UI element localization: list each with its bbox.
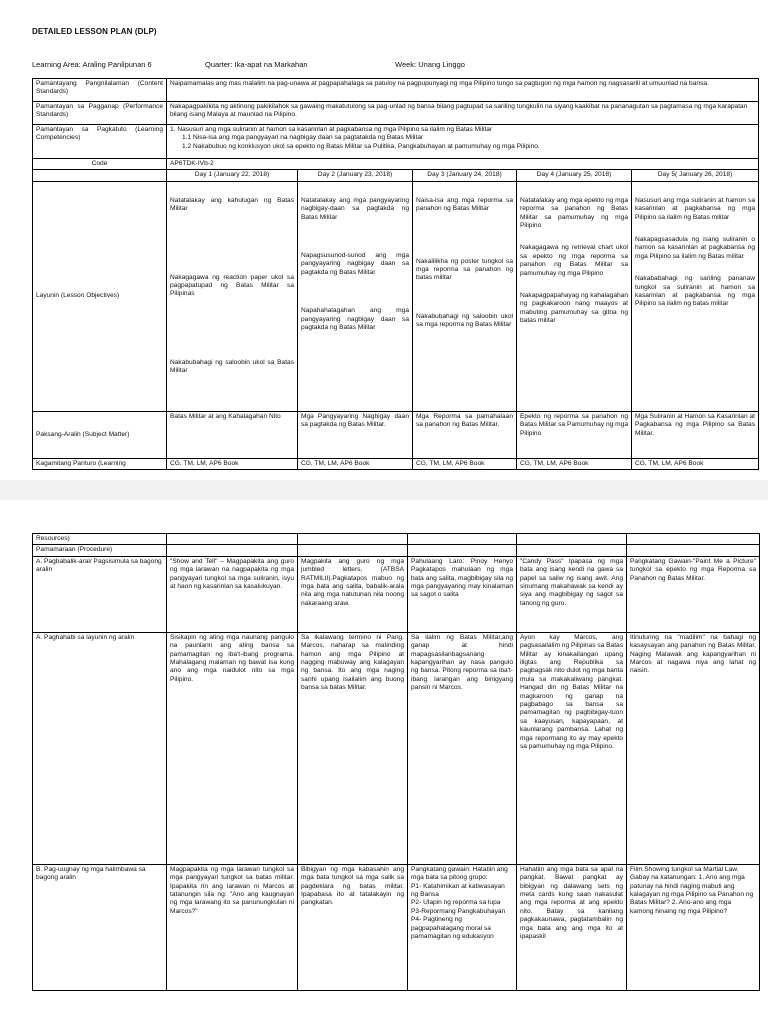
- day-2-review: Magpakita ang guro ng mga jumbled letters, (ATBSA RATMILII).Pagkatapos mabuo ng mga bata ang salita, babalik-arala nila ang mga natutunan nila noong nakaraang araw.: [298, 556, 408, 632]
- day-1-materials: CG, TM, LM, AP6 Book: [167, 458, 298, 469]
- day-4-objective-2: Nakagagawa ng retrieval chart ukol sa epekto ng mga reporma sa panahon ng Batas Militar sa pamumuhay ng mga Pilipino: [520, 244, 628, 277]
- day-4-examples: Hahatiin ang mga bata sa apat na pangkat. Bawat pangkat ay bibigyan ng dalawang sets ng meta cards kung saan nakasulat ang mga reporma at ang epekto nito. Batay sa kanilang pagkakaunawa, pagtatambalin ng mga bata ang ang mga ito at ipapaskil: [517, 864, 627, 990]
- day-3-objectives: [413, 181, 517, 411]
- day-1-review: "Show and Tell" – Magpapakita ang guro ng mga larawan na nagpapakita ng mga pangyayari tungkol sa mga suliranin, isyu at haon ng kasarinlan sa kasalukuyan.: [167, 556, 298, 632]
- content-standards-row: [33, 79, 759, 102]
- day-4-objective-1: Natatalakay ang mga epekto ng mga reporma sa panahon ng Batas Militar sa pamumuhay ng mga Pilipino: [520, 196, 628, 230]
- day-4-review: "Candy Pass" Ipapasa ng mga bata ang isang kendi na gawa sa papel sa saliw ng isang awit. Ang sinumang makahawak sa kendi ay siya ang magbibigay ng sagot sa tanong ng guro.: [517, 556, 627, 632]
- day-2-motivation: Sa ikalawang termino ni Pang. Marcos, naharap sa matinding hamon ang mga Pilipino at nagging mabuway ang kalagayan ng bansa. Ito ang mga naging sanhi upang isailalim ang buong bansa sa batas Militar.: [298, 632, 408, 864]
- objectives-row: [33, 181, 759, 411]
- day-1-header: Day 1 (January 22, 2018): [167, 170, 298, 181]
- day-5-materials: CG, TM, LM, AP6 Book: [632, 458, 759, 469]
- content-standards-text: Naipamamalas ang mas malalim na pag-unawa at pagpapahalaga sa patuloy na pagpupunyagi ng mga Pilipino tungo sa pagtugon ng mga hamon ng nagsasarili at umuunlad na bansa.: [167, 79, 759, 102]
- performance-standards-row: [33, 102, 759, 125]
- subject-matter-row: [33, 411, 759, 458]
- day-2-examples: Bibigyan ng mga kabasahin ang mga bata tungkol sa mga salik sa pagdeklara ng batas militar. Ipapabasa ito at tatalakayin ng pangkatan.: [298, 864, 408, 990]
- day-3-objective-2: Nakalilikha ng poster tungkol sa mga reporma sa panahon ng batas militar: [416, 257, 513, 282]
- resources-row: [33, 534, 760, 545]
- motivation-row: [33, 632, 760, 864]
- day-3-objective-3: Nakabubahagi ng saloobin ukol sa mga reporma ng Batas Militar: [416, 312, 513, 329]
- day-3-group-1: P1- Katahimikan at katiwasayan ng Bansa: [411, 882, 505, 899]
- competencies-text: [167, 125, 759, 159]
- day-4-subject: Epekto ng reporma sa panahon ng Batas Militar sa Pamumuhay ng mga Pilipino: [517, 411, 632, 458]
- lesson-plan-table-2: [32, 533, 760, 991]
- competency-line-2: 1.1 Nisa-isa ang mga pangyayari na nagbigay daan sa pagtatakda ng Batas Militar: [182, 134, 424, 142]
- code-row: [33, 159, 759, 170]
- page-1: [0, 0, 768, 480]
- day-4-materials: CG, TM, LM, AP6 Book: [517, 458, 632, 469]
- subject-matter-label: Paksang-Aralin (Subject Matter): [33, 411, 167, 458]
- day-4-header: Day 4 (January 25, 2018): [517, 170, 632, 181]
- procedure-row: [33, 545, 760, 556]
- day-3-objective-1: Naisa-isa ang mga reporma sa panahon ng Batas Militar: [416, 196, 513, 213]
- day-4-motivation: Ayon kay Marcos, ang pagsasailalim ng Pilipinas sa Batas Militar ay kinakailangan upang iligtas ang Republika sa pagbagsak nito dulot ng mga banta mula sa makakaliwang pangkat. Hangad din ng Batas Militar na magkaroon ng ganap na pagbabago sa bansa sa pamamagitan ng pagbibigay-tuon sa kaayusan, kapayapaan, at kaunlarang pambansa. Lahat ng mga repormang ito ay may epekto sa pamumuhay ng mga Pilipino.: [517, 632, 627, 864]
- day-3-review: Pahulaang Laro: Pinoy Henyo Pagkatapos mahulaan ng mga bata ang salita, magbibigay sila ng mga pangyayaring may kinalaman sa sagot o salita: [408, 556, 517, 632]
- day-5-objectives: [632, 181, 759, 411]
- day-5-subject: Mga Suliranin at Hamon sa Kasarinlan at Pagkabansa ng mga Pilipino sa Batas Militar.: [632, 411, 759, 458]
- motivation-label: A. Paghahabi sa layunin ng aralin: [33, 632, 167, 864]
- materials-label: Kagamitang Panturo (Learning: [33, 458, 167, 469]
- day-2-header: Day 2 (January 23, 2018): [298, 170, 413, 181]
- day-1-objectives: [167, 181, 298, 411]
- day-2-objectives: [298, 181, 413, 411]
- page-2: [0, 500, 768, 1024]
- performance-standards-label: Pamantayan sa Pagganap (Performance Standards): [33, 102, 167, 125]
- day-2-materials: CG, TM, LM, AP6 Book: [298, 458, 413, 469]
- day-3-subject: Mga Reporma sa pamahalaan sa panahon ng Batas Militar.: [413, 411, 517, 458]
- day-1-objective-3: Nakabubahagi ng saloobin ukol sa Batas Militar: [170, 358, 294, 375]
- procedure-label: Pamamaraan (Procedure): [33, 545, 167, 556]
- document-title: DETAILED LESSON PLAN (DLP): [32, 27, 157, 36]
- day-3-materials: CG, TM, LM, AP6 Book: [413, 458, 517, 469]
- competency-line-3: 1.2 Nakabubuo ng konklusyon ukol sa epekto ng Batas Militar sa Pulitika, Pangkabuhayan at pamumuhay ng mga Pilipino.: [182, 142, 540, 150]
- examples-row: [33, 864, 760, 990]
- day-4-objective-3: Nakapagpapahayag ng kahalagahan ng pagkakaroon nang maayos at mabuting pamumuhay sa gitna ng batas militar: [520, 292, 628, 325]
- day-5-objective-3: Nakababahagi ng sariling pananaw tungkol sa suliranin at hamon sa kasarinlan at pagkabansa ng mga Pilipino sa ilalim ng batas militar: [635, 275, 755, 308]
- objectives-label: Layunin (Lesson Objectives): [33, 181, 167, 411]
- lesson-plan-table-1: [32, 78, 759, 470]
- day-2-objective-3: Napahahalagahan ang mga pangyayaring nagbigay daan sa pagtakda ng Batas Militar: [301, 307, 409, 332]
- day-3-motivation: Sa ilalim ng Batas Militar,ang ganap at hindi mapagsasilanbagsanang kapangyarihan ay nasa pangulo ng bansa. Pitong reporma sa iba't-ibang larangan ang binigyang pansin ni Marcos.: [408, 632, 517, 864]
- day-4-objectives: [517, 181, 632, 411]
- learning-area: Learning Area: Araling Panlipunan 6: [32, 60, 152, 69]
- review-label: A. Pagbabalik-aral/ Pagsisimula sa bagong aralin: [33, 556, 167, 632]
- review-row: [33, 556, 760, 632]
- materials-row: [33, 458, 759, 469]
- day-3-group-3: P3-Repormang Pangkabuhayan: [411, 907, 506, 915]
- examples-label: B. Pag-uugnay ng mga halimbawa sa bagong aralin: [33, 864, 167, 990]
- content-standards-label: Pamantayang Pangnilalaman (Content Standards): [33, 79, 167, 102]
- code-value: AP6TDK-IVb-2: [167, 159, 759, 170]
- day-3-header: Day 3 (January 24, 2018): [413, 170, 517, 181]
- day-5-objective-1: Nasusuri ang mga suliranin at hamon sa kasarinlan at pagkabansa ng mga Pilipino sa ilalim ng Batas militar: [635, 196, 755, 221]
- day-1-objective-1: Natatalakay ang kahulugan ng Batas Militar: [170, 196, 294, 213]
- day-5-review: Pangkatang Gawain-"Paint Me a Picture" tungkol sa epekto ng mga Reporma sa Panahon ng Batas Militar.: [627, 556, 760, 632]
- competencies-row: [33, 125, 759, 159]
- performance-standards-text: Nakapagpakikita ng aktinong pakikilahok sa gawaing makatutulong sa pag-unlad ng bansa bilang pagtupad sa sariling tungkulin na siyang kaakibat na pananagutan sa pagtamasa ng mga karapatan bilang isang Malaya at maunlad na Pilipino.: [167, 102, 759, 125]
- code-label: Code: [33, 159, 167, 170]
- page-gap: [0, 480, 768, 500]
- resources-label: Resources): [33, 534, 167, 545]
- day-2-objective-1: Natatalakay ang mga pangyayaring nagbigay-daan sa pagtakda ng Batas Militar: [301, 196, 409, 221]
- day-1-objective-2: Nakagagawa ng reaction paper ukol sa pagpapatupad ng Batas Militar sa Pilipinas: [170, 273, 294, 298]
- day-header-blank: [33, 170, 167, 181]
- quarter: Quarter: Ika-apat na Markahan: [205, 60, 308, 69]
- competency-line-1: 1. Nasusuri ang mga suliranin at hamon sa kasarinlan at pagkabansa ng mga Pilipino sa ilalim ng Batas Militar: [170, 126, 493, 133]
- competencies-label: Pamantayan sa Pagkatuto (Learning Competencies): [33, 125, 167, 159]
- day-1-subject: Batas Militar at ang Kahalagahan Nito: [167, 411, 298, 458]
- day-1-examples: Magpapakita ng mga larawan tungkol sa mga pangyayari tungkol sa batas militar. Ipapakita rin ang larawan ni Marcos at tatanungin sila ng: "Ano ang kaugnayan ng mga larawang ito sa panunungkulan ni Marcos?": [167, 864, 298, 990]
- day-3-group-intro: Pangkatang gawain: Hatatiin ang mga bata sa pitong grupo:: [411, 865, 508, 882]
- week: Week: Unang Linggo: [395, 60, 465, 69]
- day-2-subject: Mga Pangyayaring Nagbigay daan sa pagtakda ng Batas Militar.: [298, 411, 413, 458]
- day-1-motivation: Sisikapin ng ating mga naunang pangulo na paunlarin ang ating bansa sa pamamagitan ng iba't-ibang programa. Mahalagang malaman ng bawat isa kung ano ang mga naidulot nito sa mga Pilipino.: [167, 632, 298, 864]
- day-5-examples: Film Showing tungkol sa Martial Law. Gabay na katanungan: 1. Ano ang mga patunay na hindi naging mabuti ang kalagayan ng mga Pilipino sa Panahon ng Batas Militar? 2. Ano-ano ang mga kamong hinaing ng mga Pilipino?: [627, 864, 760, 990]
- day-3-group-2: P2- Ulapin ng reporma sa lupa: [411, 899, 501, 907]
- day-3-group-4: P4- Pagtineng ng pagpapahalagang moral sa pamamagitan ng edukasyon: [411, 916, 494, 941]
- day-2-objective-2: Napagsusunod-sunod ang mga pangyayaring nagbigay daan sa pagtakda ng Batas Militar: [301, 252, 409, 276]
- day-header-row: [33, 170, 759, 181]
- day-5-motivation: Itinuturing na "madilim" na bahagi ng kasaysayan ang panahon ng Batas Militar. Naging Malawak ang kapangyarihan ni Marcos at nagawa niya ang lahat ng naisin.: [627, 632, 760, 864]
- day-5-objective-2: Nakapagsasadula ng isang suliranin o hamon sa kasarinlan at pagkabansa ng mga Pilipino sa ilalim ng Batas militar: [635, 236, 755, 260]
- day-5-header: Day 5( January 26, 2018): [632, 170, 759, 181]
- day-3-examples: [408, 864, 517, 990]
